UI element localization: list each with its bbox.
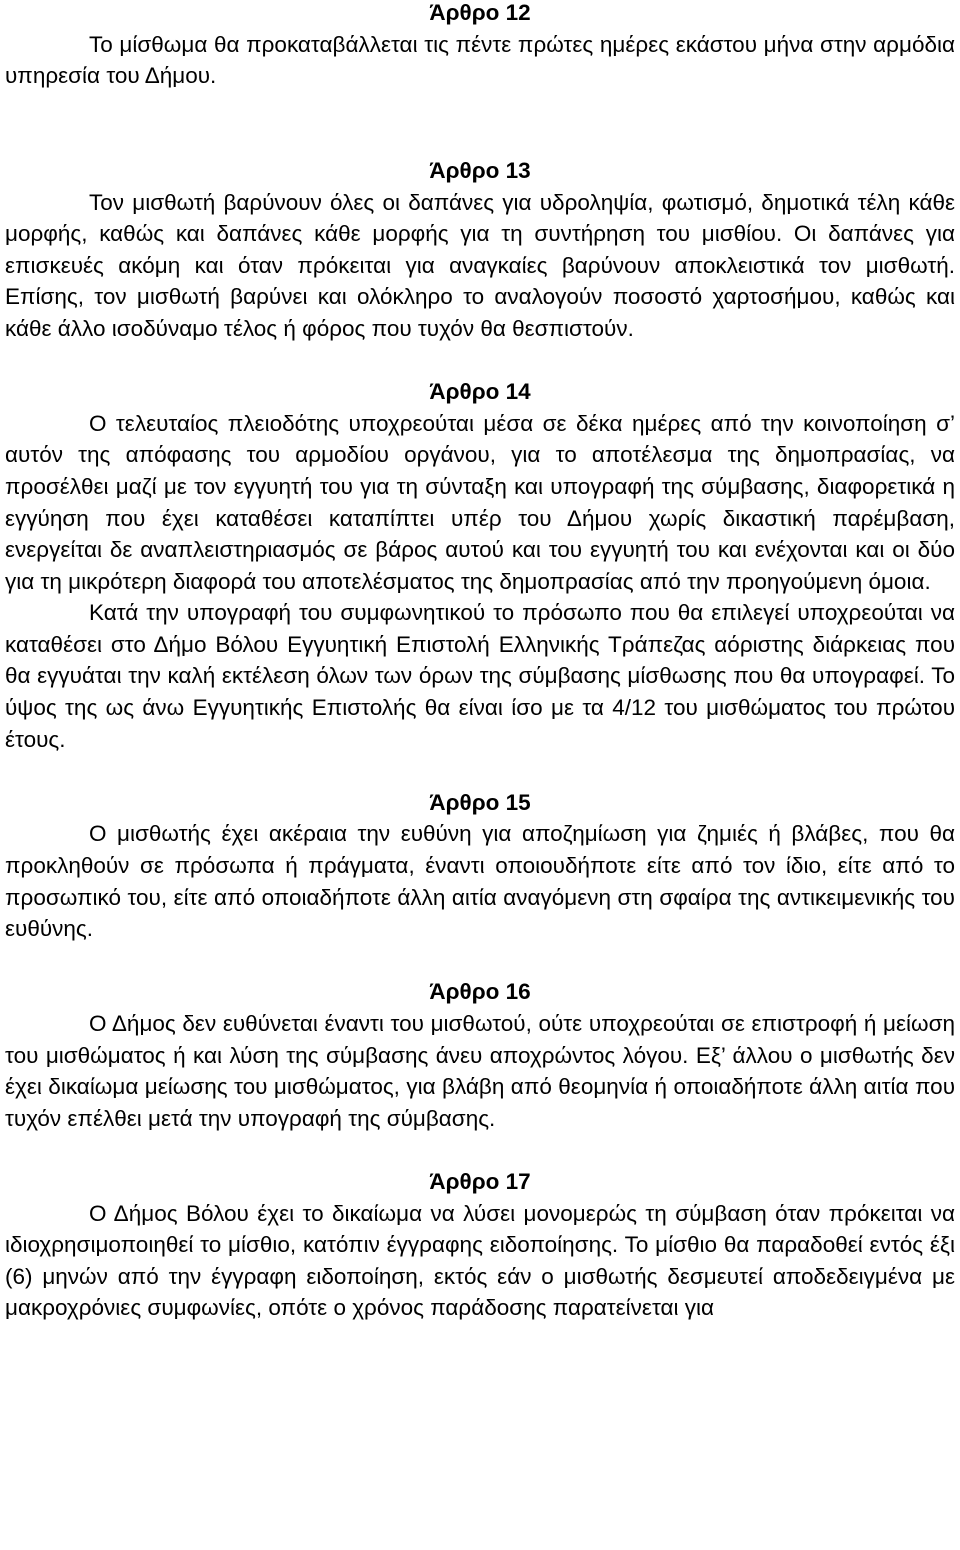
spacer bbox=[5, 92, 955, 155]
spacer bbox=[5, 945, 955, 977]
article-16-paragraph: Ο Δήμος δεν ευθύνεται έναντι του μισθωτού, ούτε υποχρεούται σε επιστροφή ή μείωση του μισθώματος ή και λύση της σύμβασης άνευ αποχρώντος λόγου. Εξ’ άλλου ο μισθωτής δεν έχει δικαίωμα μείωσης του μισθώματος, για βλάβη από θεομηνία ή οποιαδήποτε άλλη αιτία που τυχόν επέλθει μετά την υπογραφή της σύμβασης. bbox=[5, 1011, 955, 1131]
article-15-paragraph: Ο μισθωτής έχει ακέραια την ευθύνη για αποζημίωση για ζημιές ή βλάβες, που θα προκληθούν σε πρόσωπα ή πράγματα, έναντι οποιουδήποτε είτε από τον ίδιο, είτε από το προσωπικό του, είτε από οποιαδήποτε άλλη αιτία αναγόμενη στη σφαίρα της αντικειμενικής του ευθύνης. bbox=[5, 821, 955, 942]
article-17-paragraph: Ο Δήμος Βόλου έχει το δικαίωμα να λύσει μονομερώς τη σύμβαση όταν πρόκειται να ιδιοχρησιμοποιηθεί το μίσθιο, κατόπιν έγγραφης ειδοποίησης. Το μίσθιο θα παραδοθεί εντός έξι (6) μηνών από την έγγραφη ειδοποίηση, εκτός εάν ο μισθωτής δεσμευτεί αποδεδειγμένα με μακροχρόνιες συμφωνίες, οπότε ο χρόνος παράδοσης παρατείνεται για bbox=[5, 1200, 955, 1321]
spacer bbox=[5, 1134, 955, 1166]
article-14-paragraph-1: Ο τελευταίος πλειοδότης υποχρεούται μέσα σε δέκα ημέρες από την κοινοποίηση σ’ αυτόν της απόφασης του αρμοδίου οργάνου, για το αποτέλεσμα της δημοπρασίας, να προσέλθει μαζί με τον εγγυητή του για τη σύνταξη και υπογραφή της σύμβασης, διαφορετικά η εγγύηση που έχει καταθέσει καταπίπτει υπέρ του Δήμου χωρίς δικαστική παρέμβαση, ενεργείται δε αναπλειστηριασμός σε βάρος αυτού και του εγγυητή του και ενέχονται και οι δύο για τη μικρότερη διαφορά του αποτελέσματος της δημοπρασίας από την προηγούμενη όμοια. bbox=[5, 410, 955, 594]
article-12-paragraph: Το μίσθωμα θα προκαταβάλλεται τις πέντε πρώτες ημέρες εκάστου μήνα στην αρμόδια υπηρεσία του Δήμου. bbox=[5, 31, 955, 89]
article-14-paragraph-2: Κατά την υπογραφή του συμφωνητικού το πρόσωπο που θα επιλεγεί υποχρεούται να καταθέσει στο Δήμο Βόλου Εγγυητική Επιστολή Ελληνικής Τράπεζας αόριστης διάρκειας που θα εγγυάται την καλή εκτέλεση όλων των όρων της σύμβασης μίσθωσης που θα υπογραφεί. Το ύψος της ως άνω Εγγυητικής Επιστολής θα είναι ίσο με τα 4/12 του μισθώματος του πρώτου έτους. bbox=[5, 600, 955, 752]
article-13-paragraph: Τον μισθωτή βαρύνουν όλες οι δαπάνες για υδροληψία, φωτισμό, δημοτικά τέλη κάθε μορφής, καθώς και δαπάνες κάθε μορφής για τη συντήρηση του μισθίου. Οι δαπάνες για επισκευές ακόμη και όταν πρόκειται για αναγκαίες βαρύνουν αποκλειστικά τον μισθωτή. Επίσης, τον μισθωτή βαρύνει και ολόκληρο το αναλογούν ποσοστό χαρτοσήμου, καθώς και κάθε άλλο ισοδύναμο τέλος ή φόρος που τυχόν θα θεσπιστούν. bbox=[5, 189, 955, 341]
article-12-heading: Άρθρο 12 bbox=[429, 0, 531, 25]
spacer bbox=[5, 345, 955, 377]
article-17-heading: Άρθρο 17 bbox=[429, 1168, 531, 1194]
article-16-heading: Άρθρο 16 bbox=[429, 979, 531, 1005]
article-15-heading: Άρθρο 15 bbox=[429, 789, 531, 815]
document-page bbox=[5, 0, 955, 1324]
article-14-heading: Άρθρο 14 bbox=[429, 379, 531, 405]
article-13-heading: Άρθρο 13 bbox=[429, 157, 531, 183]
spacer bbox=[5, 755, 955, 787]
